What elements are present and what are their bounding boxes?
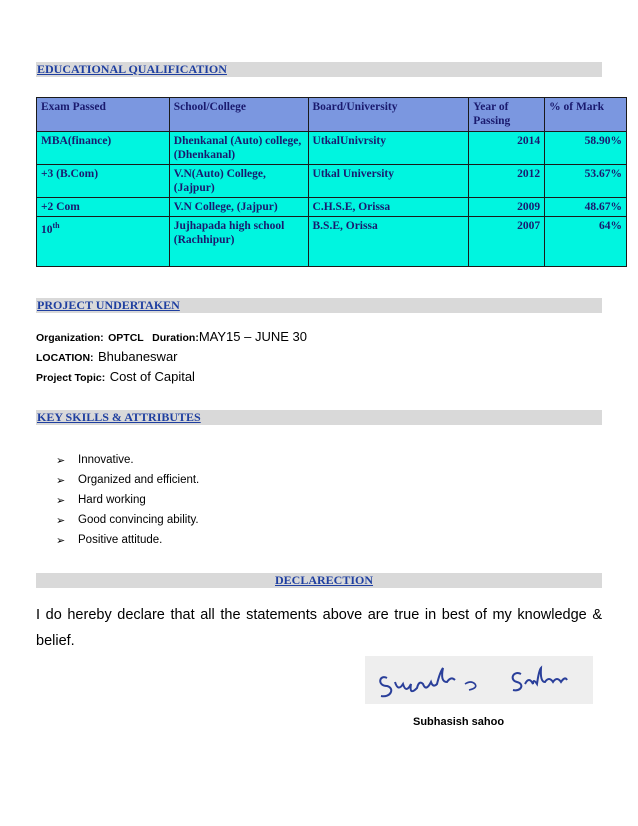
header-mark: % of Mark — [545, 98, 627, 132]
list-item — [56, 490, 199, 510]
declaration-section-title: DECLARECTION — [275, 573, 374, 587]
arrow-bullet-icon: ➢ — [56, 534, 66, 547]
organization-value: OPTCL — [108, 332, 144, 344]
table-row — [37, 198, 627, 217]
cell-mark: 53.67% — [545, 165, 627, 198]
list-item — [56, 470, 199, 490]
skills-list — [56, 450, 199, 550]
signature-name: Subhasish sahoo — [413, 716, 505, 728]
cell-year: 2012 — [469, 165, 545, 198]
cell-year: 2007 — [469, 217, 545, 267]
list-item — [56, 450, 199, 470]
table-row — [37, 217, 627, 267]
cell-exam: MBA(finance) — [37, 132, 170, 165]
skill-text: Organized and efficient. — [78, 474, 200, 486]
header-exam: Exam Passed — [37, 98, 170, 132]
exam-number: 10 — [41, 223, 53, 236]
table-row — [37, 132, 627, 165]
skill-text: Hard working — [78, 494, 146, 506]
location-label: LOCATION: — [36, 352, 94, 364]
skill-text: Innovative. — [78, 454, 134, 466]
cell-exam: +2 Com — [37, 198, 170, 217]
cell-board: UtkalUnivrsity — [308, 132, 469, 165]
cell-year: 2014 — [469, 132, 545, 165]
education-section-title: EDUCATIONAL QUALIFICATION — [37, 62, 227, 76]
project-location-line — [36, 348, 178, 366]
header-year: Year of Passing — [469, 98, 545, 132]
topic-value: Cost of Capital — [109, 369, 195, 384]
arrow-bullet-icon: ➢ — [56, 474, 66, 487]
education-table — [36, 97, 627, 267]
header-board: Board/University — [308, 98, 469, 132]
arrow-bullet-icon: ➢ — [56, 514, 66, 527]
skill-text: Good convincing ability. — [78, 514, 199, 526]
topic-label: Project Topic: — [36, 372, 106, 384]
arrow-bullet-icon: ➢ — [56, 494, 66, 507]
table-row — [37, 165, 627, 198]
cell-board: B.S.E, Orissa — [308, 217, 469, 267]
table-header-row — [37, 98, 627, 132]
cell-board: Utkal University — [308, 165, 469, 198]
list-item — [56, 510, 199, 530]
cell-school: Jujhapada high school (Rachhipur) — [169, 217, 308, 267]
duration-value: MAY15 – JUNE 30 — [198, 329, 307, 344]
project-organization-line — [36, 328, 307, 346]
cell-mark: 48.67% — [545, 198, 627, 217]
project-topic-line — [36, 368, 195, 386]
cell-exam: +3 (B.Com) — [37, 165, 170, 198]
cell-year: 2009 — [469, 198, 545, 217]
cell-school: Dhenkanal (Auto) college, (Dhenkanal) — [169, 132, 308, 165]
header-school: School/College — [169, 98, 308, 132]
declaration-text: I do hereby declare that all the statements above are true in best of my knowledge & belief. — [36, 607, 602, 649]
cell-exam — [37, 217, 170, 267]
cell-mark: 64% — [545, 217, 627, 267]
project-section-title: PROJECT UNDERTAKEN — [37, 298, 180, 312]
cell-school: V.N(Auto) College, (Jajpur) — [169, 165, 308, 198]
organization-label: Organization: — [36, 332, 104, 344]
duration-label: Duration: — [152, 332, 199, 344]
cell-mark: 58.90% — [545, 132, 627, 165]
signature-image — [365, 656, 593, 704]
arrow-bullet-icon: ➢ — [56, 454, 66, 467]
signature-drawing — [365, 656, 593, 704]
cell-school: V.N College, (Jajpur) — [169, 198, 308, 217]
location-value: Bhubaneswar — [98, 349, 178, 364]
exam-superscript: th — [52, 221, 60, 230]
cell-board: C.H.S.E, Orissa — [308, 198, 469, 217]
skill-text: Positive attitude. — [78, 534, 163, 546]
skills-section-title: KEY SKILLS & ATTRIBUTES — [37, 410, 201, 424]
list-item — [56, 530, 199, 550]
